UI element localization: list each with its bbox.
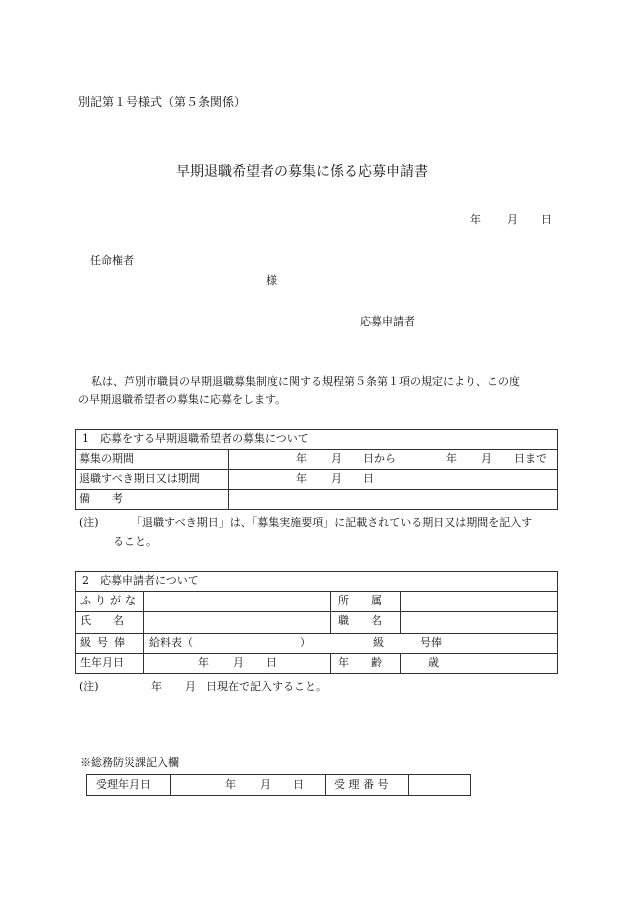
period-start-year: 年 [296,452,307,465]
salary-table-label: 給料表（ [149,636,193,649]
received-date-label: 受理年月日 [96,778,151,791]
received-day: 日 [293,778,304,791]
statement-line2: の早期退職希望者の募集に応募をします。 [78,393,287,406]
retirement-date-label: 退職すべき期日又は期間 [79,472,200,485]
birth-day: 日 [266,656,277,669]
birth-month: 月 [233,656,244,669]
retirement-year: 年 [296,472,307,485]
section1-note-line2: ること。 [113,535,157,548]
period-start-day: 日から [363,452,396,465]
document-title: 早期退職希望者の募集に係る応募申請書 [176,164,428,180]
received-year: 年 [225,778,236,791]
kyu-label: 級 [373,636,384,649]
period-end-year: 年 [446,452,457,465]
age-label: 年 齢 [338,656,382,669]
appointing-authority-label: 任命権者 [90,254,134,267]
remarks-label: 備 考 [79,492,123,505]
section1-heading: 1 応募をする早期退職希望者の募集について [82,432,309,445]
date-day-label: 日 [541,213,552,226]
form-number: 別記第１号様式（第５条関係） [78,95,247,109]
age-unit: 歳 [428,656,439,669]
office-use-heading: ※総務防災課記入欄 [80,756,179,769]
furigana-label: ふりがな [80,594,140,607]
applicant-label: 応募申請者 [360,315,415,328]
section2-heading: 2 応募申請者について [82,574,199,587]
section2-note-year: 年 [151,680,162,693]
retirement-day: 日 [363,472,374,485]
period-end-day: 日まで [514,452,547,465]
sama-label: 様 [266,274,277,287]
recruitment-period-label: 募集の期間 [79,452,134,465]
birthdate-label: 生年月日 [80,656,124,669]
section1-note-line1: 「退職すべき期日」は、「募集実施要項」に記載されている期日又は期間を記入す [131,516,533,529]
position-label: 職 名 [338,614,382,627]
date-month-label: 月 [507,213,518,226]
name-label: 氏 名 [80,614,124,627]
receipt-number-label: 受 理 番 号 [334,778,389,791]
section1-note-mark: (注) [79,516,99,529]
section2-note-text: 日現在で記入すること。 [206,680,327,693]
affiliation-label: 所 属 [338,594,382,607]
retirement-month: 月 [331,472,342,485]
period-start-month: 月 [331,452,342,465]
salary-table-close: ） [300,636,311,649]
section2-note-month: 月 [185,680,196,693]
received-month: 月 [260,778,271,791]
gouhou-label: 号俸 [420,636,442,649]
section2-note-mark: (注) [79,680,99,693]
period-end-month: 月 [481,452,492,465]
statement-line1: 私は、芦別市職員の早期退職募集制度に関する規程第５条第１項の規定により、この度 [91,375,520,388]
grade-label: 級号俸 [80,636,131,649]
date-year-label: 年 [470,213,481,226]
birth-year: 年 [198,656,209,669]
